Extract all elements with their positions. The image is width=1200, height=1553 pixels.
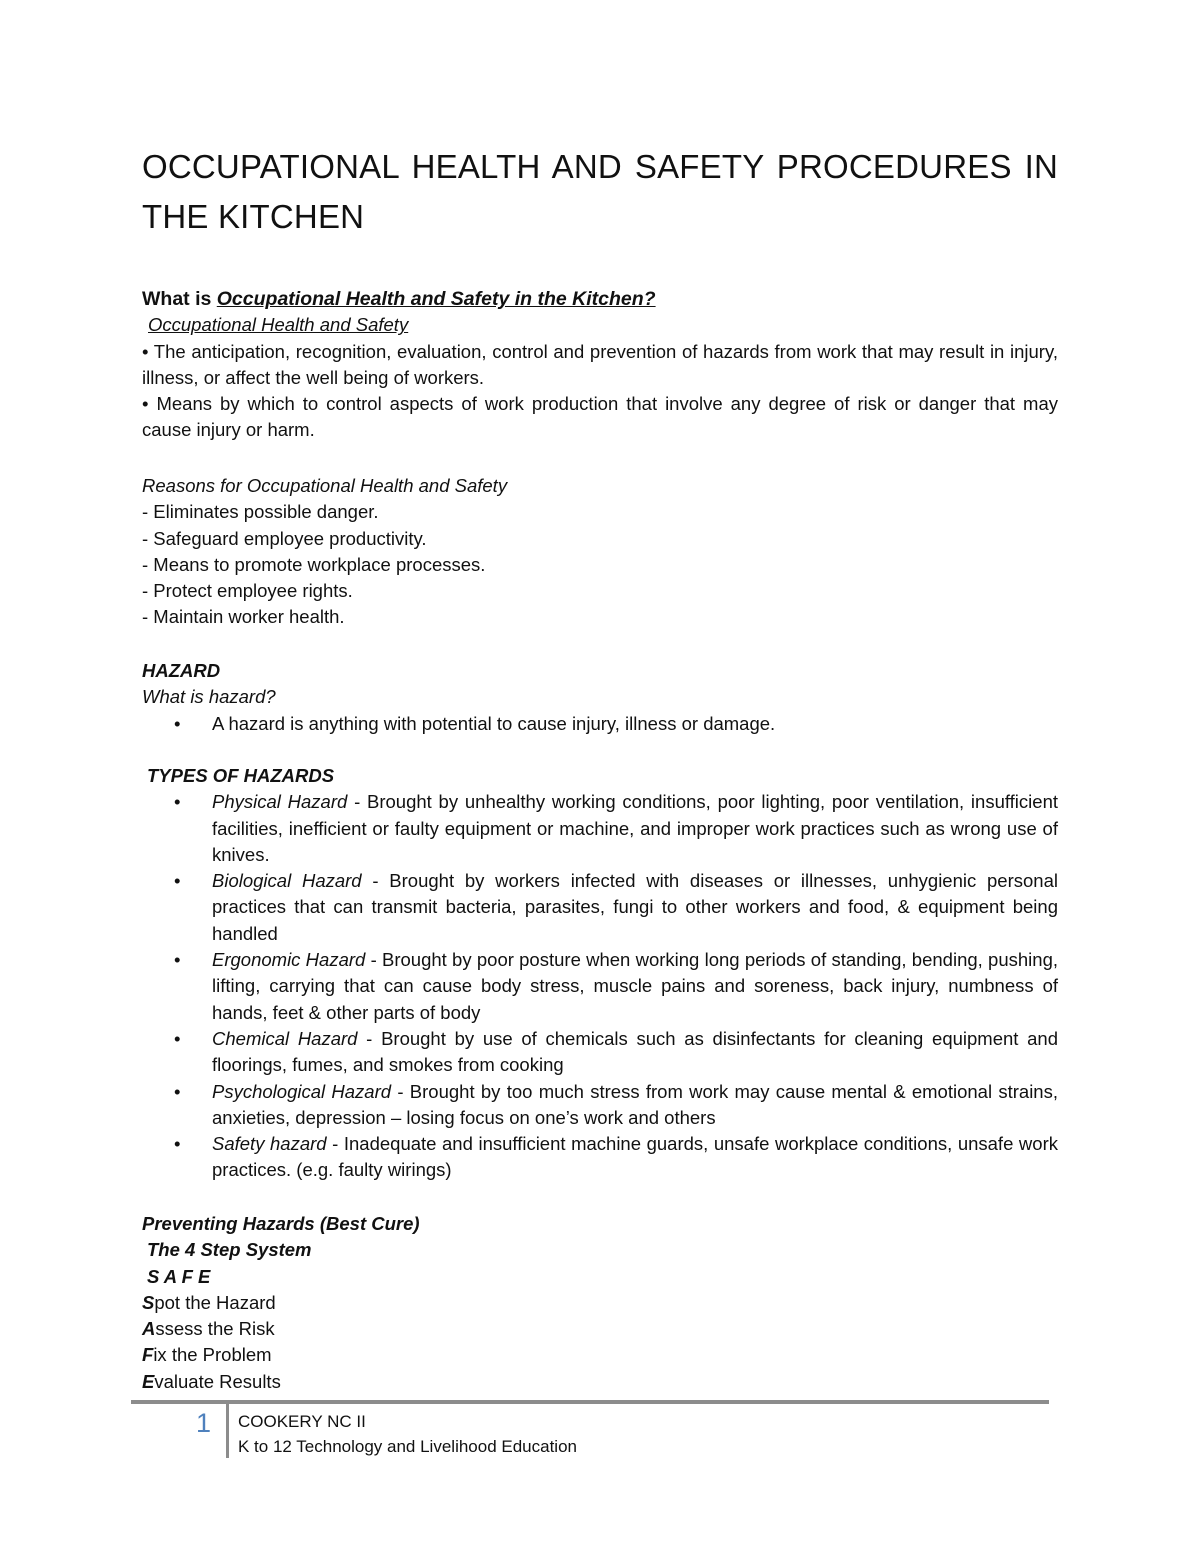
step-letter: F	[142, 1344, 154, 1366]
prevention-section	[142, 1211, 1058, 1395]
reason-item: - Safeguard employee productivity.	[142, 527, 427, 549]
hazard-type-text	[212, 1026, 1058, 1079]
bullet-icon: •	[174, 870, 181, 892]
types-heading: TYPES OF HAZARDS	[147, 765, 335, 786]
page-title: OCCUPATIONAL HEALTH AND SAFETY PROCEDURES IN THE KITCHEN	[142, 148, 1058, 235]
system-heading: The 4 Step System	[147, 1239, 312, 1261]
hazard-type-name: Safety hazard	[212, 1133, 327, 1155]
ohs-question-heading	[142, 286, 1058, 312]
hazard-type-text	[212, 947, 1058, 1026]
footer-vertical-divider	[226, 1404, 229, 1458]
list-item	[142, 789, 1058, 868]
hazard-types-section	[142, 763, 1058, 1184]
list-item	[142, 1079, 1058, 1132]
reason-item: - Maintain worker health.	[142, 606, 345, 628]
reason-item: - Means to promote workplace processes.	[142, 553, 486, 575]
step-letter: A	[142, 1318, 156, 1340]
ohs-subheading: Occupational Health and Safety	[148, 314, 409, 336]
bullet-icon: •	[174, 1133, 181, 1155]
list-item	[142, 1026, 1058, 1079]
ohs-bullet-1: • The anticipation, recognition, evaluation, control and prevention of hazards from work that may result in injury, illness, or affect the well being of workers.	[142, 340, 1058, 388]
footer-program: K to 12 Technology and Livelihood Education	[238, 1437, 577, 1456]
step-text: ix the Problem	[153, 1344, 272, 1366]
hazard-type-text	[212, 868, 1058, 947]
hazard-type-desc: - Brought by use of chemicals such as disinfectants for cleaning equipment and floorings, fumes, and smokes from cooking	[212, 1027, 1059, 1076]
ohs-definition-section	[142, 286, 1058, 444]
prevention-heading: Preventing Hazards (Best Cure)	[142, 1213, 420, 1234]
step-text: pot the Hazard	[154, 1291, 276, 1313]
hazard-type-desc: - Brought by unhealthy working conditions, poor lighting, poor ventilation, insufficient facilities, inefficient or faulty equipment or machine, and improper work practices such as wrong use of knives.	[212, 791, 1058, 865]
reasons-heading: Reasons for Occupational Health and Safety	[142, 475, 508, 496]
step-item	[142, 1342, 1058, 1368]
ohs-bullet-2: • Means by which to control aspects of work production that involve any degree of risk or danger that may cause injury or harm.	[142, 393, 1058, 441]
hazard-type-text	[212, 1131, 1058, 1184]
bullet-icon: •	[174, 791, 181, 813]
bullet-icon: •	[174, 712, 181, 734]
step-item	[142, 1316, 1058, 1342]
hazard-question: What is hazard?	[142, 686, 276, 708]
hazard-type-text	[212, 1079, 1058, 1132]
heading-underlined: Occupational Health and Safety in the Kitchen?	[216, 288, 656, 310]
list-item	[142, 868, 1058, 947]
step-letter: S	[142, 1291, 155, 1313]
hazard-heading: HAZARD	[142, 660, 221, 681]
hazard-type-name: Ergonomic Hazard	[212, 949, 366, 971]
hazard-section	[142, 658, 1058, 737]
hazard-type-name: Psychological Hazard	[212, 1080, 392, 1102]
footer-course: COOKERY NC II	[238, 1412, 366, 1431]
step-text: ssess the Risk	[155, 1318, 275, 1340]
hazard-definition: A hazard is anything with potential to cause injury, illness or damage.	[212, 712, 776, 734]
heading-prefix: What is	[142, 288, 217, 310]
page-number: 1	[196, 1408, 212, 1438]
reasons-section	[142, 473, 1058, 631]
bullet-icon: •	[174, 1027, 181, 1049]
hazard-type-text	[212, 789, 1058, 868]
step-letter: E	[142, 1370, 155, 1392]
hazard-type-desc: - Inadequate and insufficient machine guards, unsafe workplace conditions, unsafe work practices. (e.g. faulty wirings)	[212, 1133, 1058, 1181]
list-item	[142, 1131, 1058, 1184]
acronym: S A F E	[147, 1265, 211, 1287]
hazard-type-name: Biological Hazard	[212, 870, 362, 892]
list-item	[142, 711, 1058, 737]
step-item	[142, 1290, 1058, 1316]
hazard-type-name: Physical Hazard	[212, 791, 348, 813]
step-text: valuate Results	[154, 1370, 281, 1392]
hazard-type-desc: - Brought by poor posture when working long periods of standing, bending, pushing, lifting, carrying that can cause body stress, muscle pains and soreness, back injury, numbness of hands, feet & other parts of body	[212, 949, 1058, 1023]
hazard-type-desc: - Brought by workers infected with diseases or illnesses, unhygienic personal practices that can transmit bacteria, parasites, fungi to other workers and food, & equipment being handled	[212, 870, 1058, 944]
list-item	[142, 947, 1058, 1026]
footer-divider	[131, 1400, 1049, 1404]
hazard-type-name: Chemical Hazard	[212, 1027, 358, 1049]
bullet-icon: •	[174, 1080, 181, 1102]
reason-item: - Eliminates possible danger.	[142, 501, 379, 523]
footer	[238, 1409, 577, 1459]
step-item	[142, 1369, 1058, 1395]
bullet-icon: •	[174, 949, 181, 971]
hazard-type-desc: - Brought by too much stress from work may cause mental & emotional strains, anxieties, depression – losing focus on one’s work and others	[212, 1080, 1058, 1128]
reason-item: - Protect employee rights.	[142, 580, 353, 602]
